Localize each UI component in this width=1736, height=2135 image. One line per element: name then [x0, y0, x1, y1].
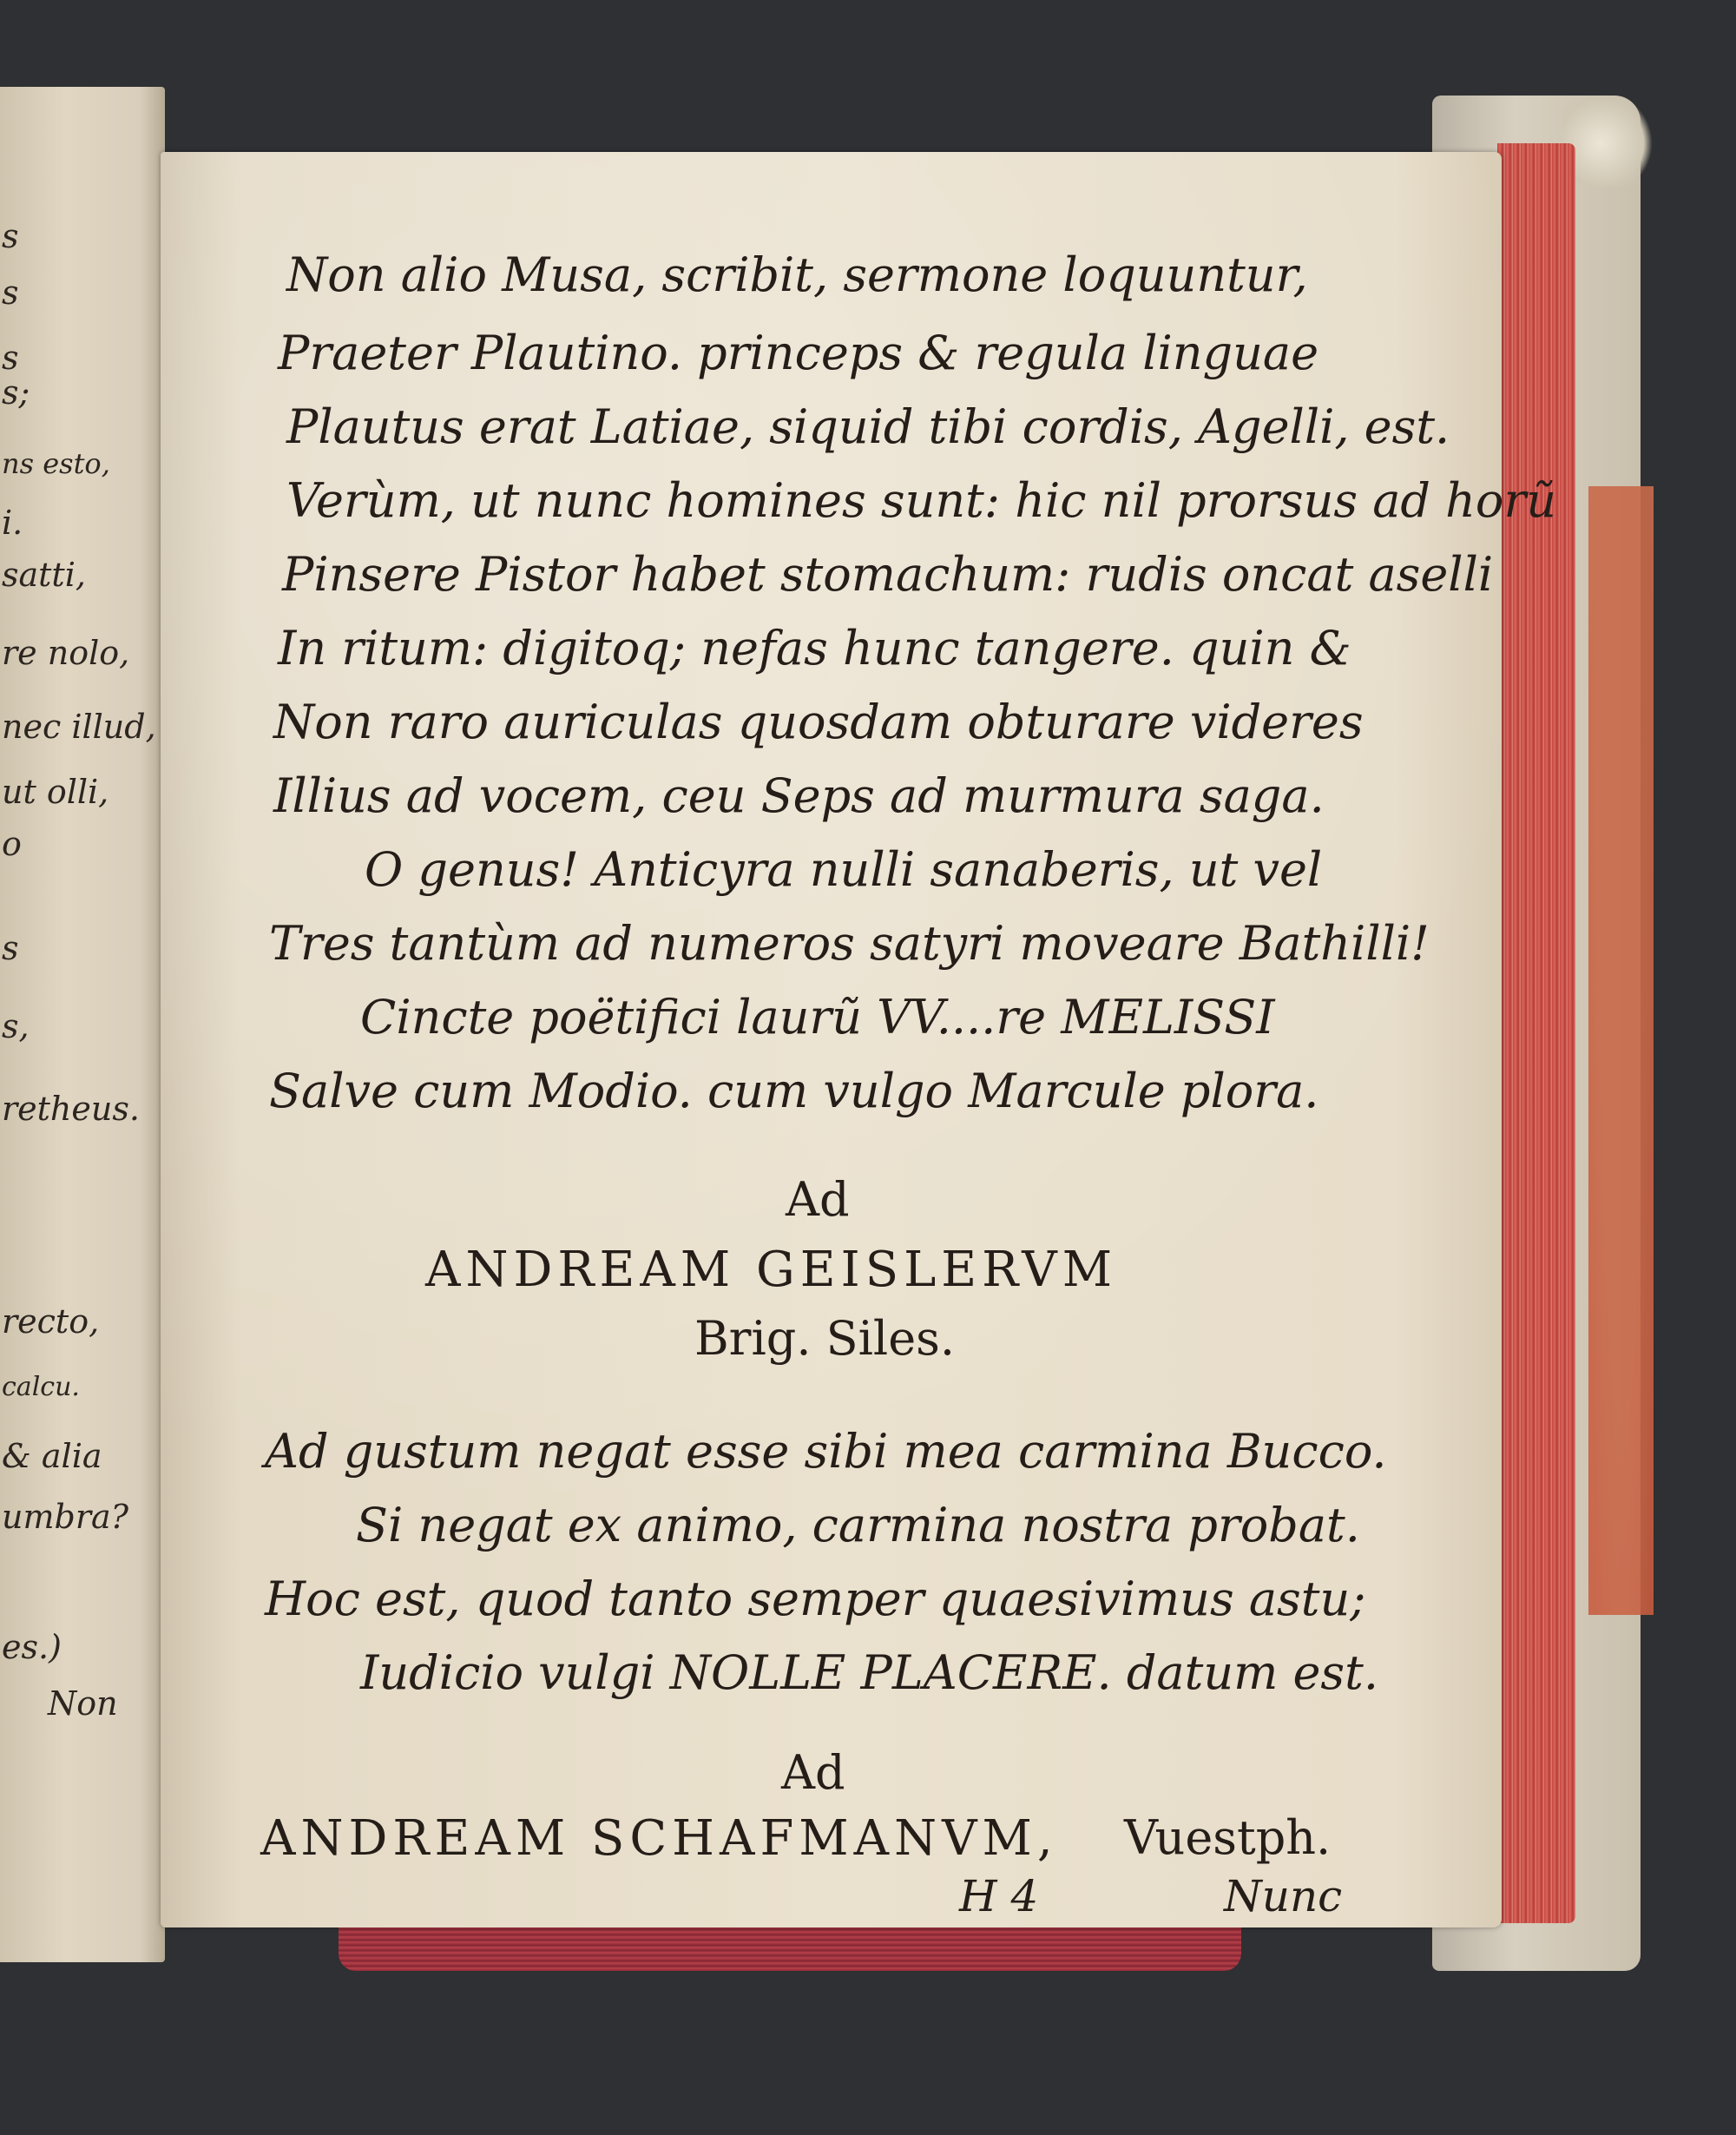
- left-fragment: i.: [2, 504, 23, 542]
- book-page: [161, 152, 1557, 1927]
- left-fragment: s: [2, 217, 19, 255]
- left-fragment: es.): [2, 1628, 62, 1666]
- poem-line: Illius ad vocem, ceu Seps ad murmura saga.: [273, 768, 1325, 823]
- left-fragment: retheus.: [2, 1090, 140, 1128]
- red-page-edges: [1497, 143, 1575, 1923]
- left-fragment: s: [2, 273, 19, 312]
- poem-line: Verùm, ut nunc homines sunt: hic nil prorsus ad horũ: [286, 473, 1557, 528]
- heading-place: Brig. Siles.: [694, 1311, 956, 1366]
- poem-line: O genus! Anticyra nulli sanaberis, ut vel: [365, 842, 1323, 897]
- poem-line: Iudicio vulgi NOLLE PLACERE. datum est.: [360, 1645, 1378, 1700]
- poem-line: Pinsere Pistor habet stomachum: rudis oncat aselli: [282, 547, 1494, 602]
- left-fragment: Non: [48, 1684, 118, 1723]
- marbled-cover-edge: [1588, 486, 1654, 1615]
- poem-line: Salve cum Modio. cum vulgo Marcule plora.: [269, 1064, 1319, 1118]
- heading-ad: Ad: [786, 1172, 850, 1227]
- left-fragment: ns esto,: [2, 447, 110, 480]
- left-fragment: o: [2, 825, 22, 863]
- torn-cover-corner: [1562, 100, 1658, 187]
- left-fragment: s;: [2, 373, 30, 412]
- signature-mark: H 4: [959, 1871, 1039, 1921]
- left-fragment: ut olli,: [2, 773, 109, 811]
- catchword: Nunc: [1224, 1871, 1343, 1921]
- left-fragment: calcu.: [2, 1372, 80, 1402]
- poem-line: Si negat ex animo, carmina nostra probat.: [356, 1498, 1360, 1552]
- left-fragment: s: [2, 929, 19, 967]
- left-fragment: recto,: [2, 1302, 100, 1341]
- poem-line: Plautus erat Latiae, siquid tibi cordis, Agelli, est.: [286, 399, 1450, 454]
- poem-line: Non alio Musa, scribit, sermone loquuntur,: [286, 247, 1308, 302]
- left-fragment: satti,: [2, 556, 86, 594]
- heading-place: Vuestph.: [1124, 1810, 1332, 1865]
- poem-line: Hoc est, quod tanto semper quaesivimus astu;: [265, 1572, 1366, 1626]
- left-fragment: umbra?: [2, 1498, 129, 1536]
- heading-ad: Ad: [781, 1745, 845, 1800]
- heading-name: ANDREAM SCHAFMANVM,: [260, 1810, 1058, 1867]
- poem-line: Praeter Plautino. princeps & regula linguae: [278, 326, 1319, 380]
- left-fragment: nec illud,: [2, 708, 156, 746]
- poem-line: In ritum: digitoq; nefas hunc tangere. quin &: [278, 621, 1351, 675]
- left-fragment: re nolo,: [2, 634, 130, 672]
- poem-line: Tres tantùm ad numeros satyri moveare Bathilli!: [269, 916, 1430, 971]
- left-facing-page: [0, 87, 165, 1962]
- poem-line: Cincte poëtifici laurũ VV....re MELISSI: [360, 990, 1275, 1044]
- left-fragment: s,: [2, 1007, 30, 1045]
- poem-line: Ad gustum negat esse sibi mea carmina Bucco.: [265, 1424, 1387, 1479]
- left-fragment: s: [2, 339, 19, 377]
- poem-line: Non raro auriculas quosdam obturare videres: [273, 695, 1364, 749]
- heading-name: ANDREAM GEISLERVM: [425, 1242, 1118, 1298]
- left-fragment: & alia: [2, 1437, 102, 1475]
